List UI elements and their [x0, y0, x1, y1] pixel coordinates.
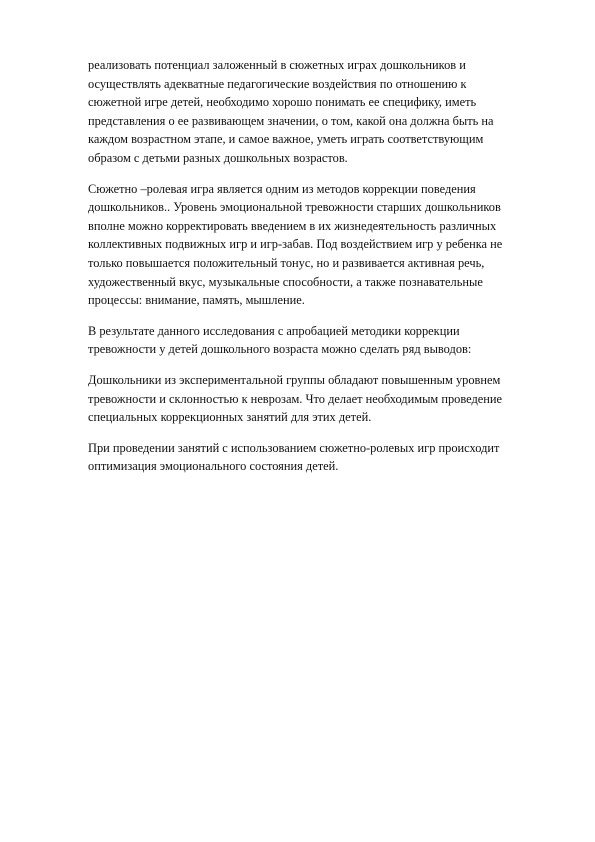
paragraph-line: образом с детьми разных дошкольных возрастов.: [88, 150, 348, 165]
paragraph-line: тревожности у детей дошкольного возраста можно сделать ряд выводов:: [88, 342, 472, 357]
paragraph-line: Дошкольники из экспериментальной группы обладают повышенным уровнем: [88, 372, 501, 387]
paragraph-line: художественный вкус, музыкальные способности, а также познавательные: [88, 274, 483, 289]
paragraph-3: [88, 322, 558, 359]
paragraph-line: каждом возрастном этапе, и самое важное, уметь играть соответствующим: [88, 132, 484, 147]
paragraph-line: реализовать потенциал заложенный в сюжетных играх дошкольников и: [88, 58, 466, 72]
paragraph-line: оптимизация эмоционального состояния детей.: [88, 459, 339, 474]
paragraph-line: специальных коррекционных занятий для этих детей.: [88, 410, 372, 425]
paragraph-line: только повышается положительный тонус, но и развивается активная речь,: [88, 255, 485, 270]
paragraph-2: [88, 180, 558, 310]
paragraph-line: осуществлять адекватные педагогические воздействия по отношению к: [88, 76, 467, 91]
paragraph-line: тревожности и склонностью к неврозам. Что делает необходимым проведение: [88, 391, 503, 406]
paragraph-line: представления о ее развивающем значении, о том, какой она должна быть на: [88, 113, 494, 128]
paragraph-line: В результате данного исследования с апробацией методики коррекции: [88, 323, 460, 338]
paragraph-4: [88, 371, 558, 427]
paragraph-line: дошкольников.. Уровень эмоциональной тревожности старших дошкольников: [88, 200, 501, 215]
paragraph-5: [88, 439, 558, 476]
paragraph-line: коллективных подвижных игр и игр-забав. Под воздействием игр у ребенка не: [88, 237, 503, 252]
paragraph-line: процессы: внимание, память, мышление.: [88, 293, 305, 308]
paragraph-1: [88, 56, 558, 168]
paragraph-line: Сюжетно –ролевая игра является одним из методов коррекции поведения: [88, 181, 476, 196]
paragraph-line: сюжетной игре детей, необходимо хорошо понимать ее специфику, иметь: [88, 95, 477, 110]
paragraph-line: вполне можно корректировать введением в их жизнедеятельность различных: [88, 218, 497, 233]
paragraph-line: При проведении занятий с использованием сюжетно-ролевых игр происходит: [88, 440, 500, 455]
document-body: [88, 56, 558, 488]
